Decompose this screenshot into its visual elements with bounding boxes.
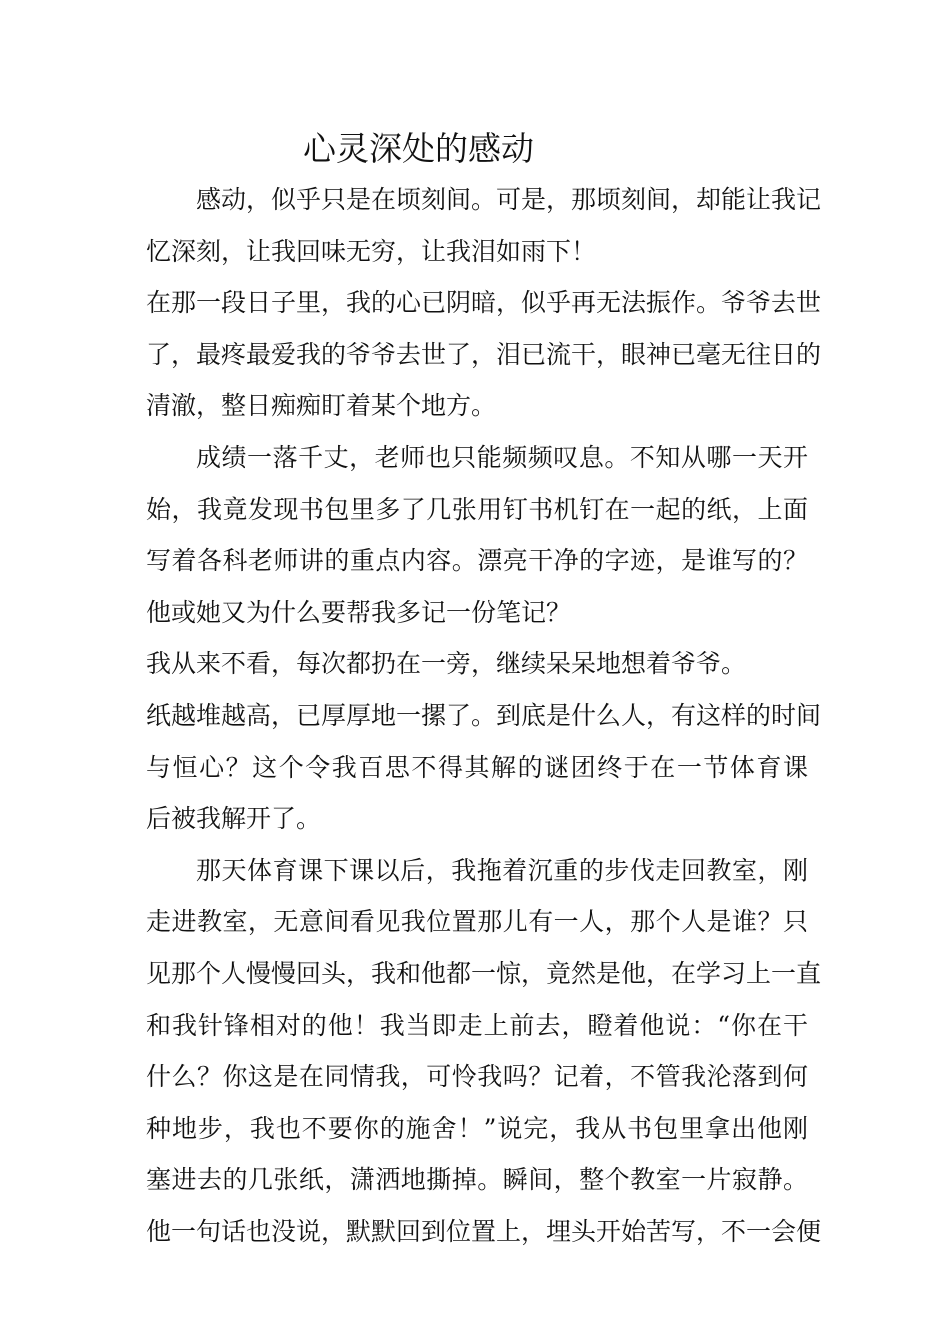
text-line: 和我针锋相对的他！我当即走上前去，瞪着他说：“你在干 — [146, 1010, 808, 1040]
text-line: 了，最疼最爱我的爷爷去世了，泪已流干，眼神已毫无往日的 — [146, 339, 822, 369]
text-line: 他一句话也没说，默默回到位置上，埋头开始苦写，不一会便 — [146, 1216, 822, 1246]
text-line: 与恒心？这个令我百思不得其解的谜团终于在一节体育课 — [146, 752, 808, 782]
text-line: 走进教室，无意间看见我位置那儿有一人，那个人是谁？只 — [146, 907, 808, 937]
text-line: 我从来不看，每次都扔在一旁，继续呆呆地想着爷爷。 — [146, 649, 747, 679]
text-line: 那天体育课下课以后，我拖着沉重的步伐走回教室，刚 — [196, 855, 808, 885]
text-line: 什么？你这是在同情我，可怜我吗？记着，不管我沦落到何 — [146, 1062, 808, 1092]
text-line: 纸越堆越高，已厚厚地一摞了。到底是什么人，有这样的时间 — [146, 700, 822, 730]
text-line: 始，我竟发现书包里多了几张用钉书机钉在一起的纸，上面 — [146, 494, 808, 524]
text-line: 在那一段日子里，我的心已阴暗，似乎再无法振作。爷爷去世 — [146, 288, 822, 318]
text-line: 塞进去的几张纸，潇洒地撕掉。瞬间，整个教室一片寂静。 — [146, 1165, 808, 1195]
text-line: 他或她又为什么要帮我多记一份笔记？ — [146, 597, 572, 627]
text-line: 感动，似乎只是在顷刻间。可是，那顷刻间，却能让我记 — [196, 185, 822, 214]
document-body — [146, 174, 822, 1257]
text-line: 见那个人慢慢回头，我和他都一惊，竟然是他，在学习上一直 — [146, 958, 822, 988]
text-line: 成绩一落千丈，老师也只能频频叹息。不知从哪一天开 — [196, 442, 808, 472]
text-line: 忆深刻，让我回味无穷，让我泪如雨下！ — [146, 236, 597, 266]
text-line: 清澈，整日痴痴盯着某个地方。 — [146, 391, 497, 421]
text-line: 种地步，我也不要你的施舍！”说完，我从书包里拿出他刚 — [146, 1113, 808, 1143]
text-line: 后被我解开了。 — [146, 804, 322, 834]
document-title: 心灵深处的感动 — [303, 129, 534, 168]
text-line: 写着各科老师讲的重点内容。漂亮干净的字迹，是谁写的？ — [146, 546, 808, 576]
